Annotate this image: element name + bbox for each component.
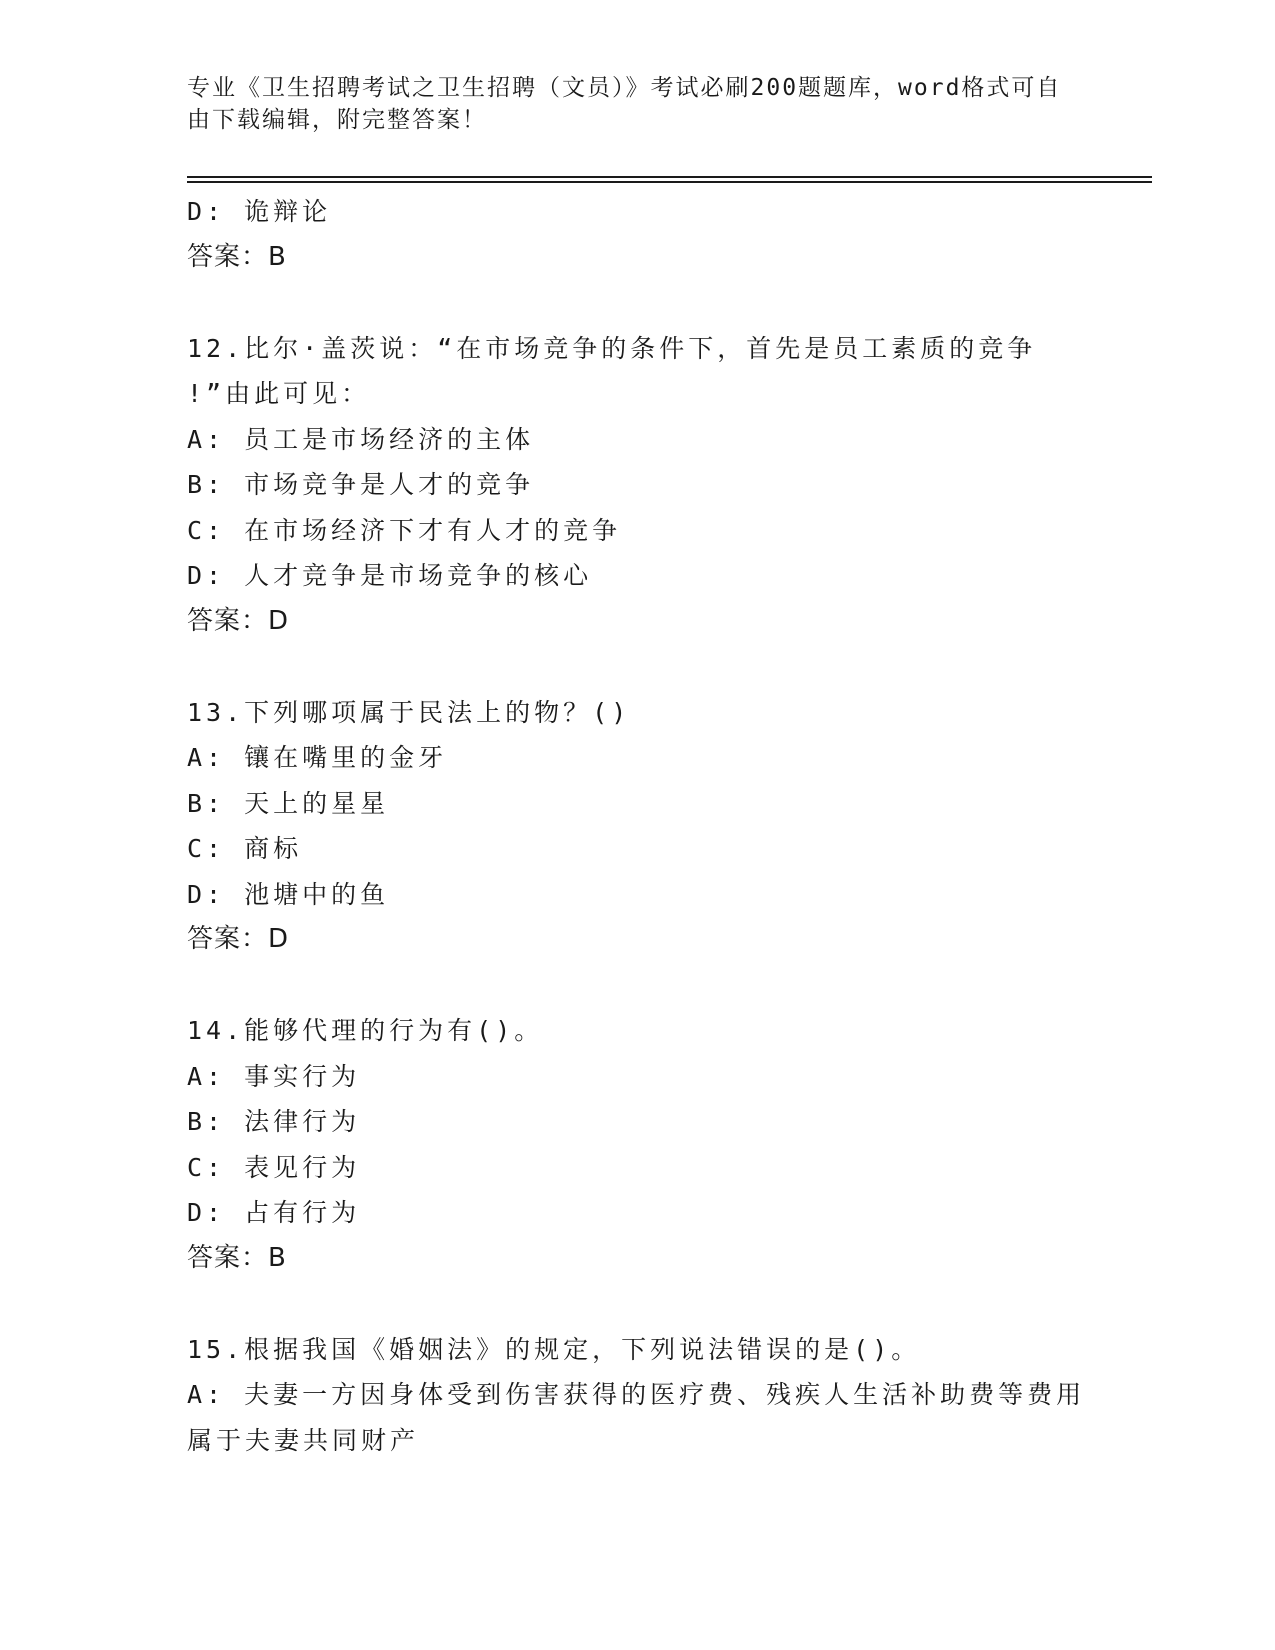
option-d: D: 人才竞争是市场竞争的核心 (187, 561, 593, 590)
option-a-continued: 属于夫妻共同财产 (187, 1425, 420, 1455)
option-d: D: 占有行为 (187, 1198, 361, 1227)
option-b: B: 法律行为 (187, 1107, 361, 1136)
header-divider-top (187, 176, 1152, 178)
spacer (187, 1281, 1087, 1327)
document-header (187, 72, 1067, 136)
question-11-option-d: D: 诡辩论 (187, 197, 332, 226)
spacer (187, 280, 1087, 326)
question-stem: 12.比尔·盖茨说：“在市场竞争的条件下，首先是员工素质的竞争 (187, 333, 1037, 363)
question-stem: 14.能够代理的行为有()。 (187, 1016, 544, 1045)
spacer (187, 644, 1087, 690)
option-b: B: 市场竞争是人才的竞争 (187, 470, 535, 499)
header-line-1: 专业《卫生招聘考试之卫生招聘（文员）》考试必刷200题题库，word格式可自 (187, 75, 1062, 101)
answer: 答案：D (187, 605, 290, 636)
header-line-2: 由下载编辑，附完整答案！ (187, 107, 487, 133)
option-c: C: 表见行为 (187, 1152, 361, 1182)
document-body (187, 189, 1087, 1463)
question-12 (187, 326, 1087, 645)
question-stem: 13.下列哪项属于民法上的物？() (187, 697, 631, 727)
header-divider-bottom (187, 181, 1152, 183)
option-d: D: 池塘中的鱼 (187, 879, 390, 909)
answer: 答案：D (187, 924, 290, 954)
answer: 答案：B (187, 1242, 287, 1273)
option-a: A: 镶在嘴里的金牙 (187, 743, 448, 772)
question-stem-continued: !”由此可见： (187, 379, 371, 408)
option-a: A: 事实行为 (187, 1061, 361, 1091)
question-stem: 15.根据我国《婚姻法》的规定，下列说法错误的是()。 (187, 1334, 921, 1364)
option-a: A: 员工是市场经济的主体 (187, 424, 535, 454)
question-11-answer: 答案：B (187, 241, 287, 272)
question-13 (187, 690, 1087, 963)
spacer (187, 963, 1087, 1009)
question-14 (187, 1008, 1087, 1281)
question-15 (187, 1327, 1087, 1464)
option-b: B: 天上的星星 (187, 788, 390, 818)
option-c: C: 在市场经济下才有人才的竞争 (187, 515, 622, 545)
option-a: A: 夫妻一方因身体受到伤害获得的医疗费、残疾人生活补助费等费用 (187, 1380, 1086, 1409)
option-c: C: 商标 (187, 834, 303, 863)
